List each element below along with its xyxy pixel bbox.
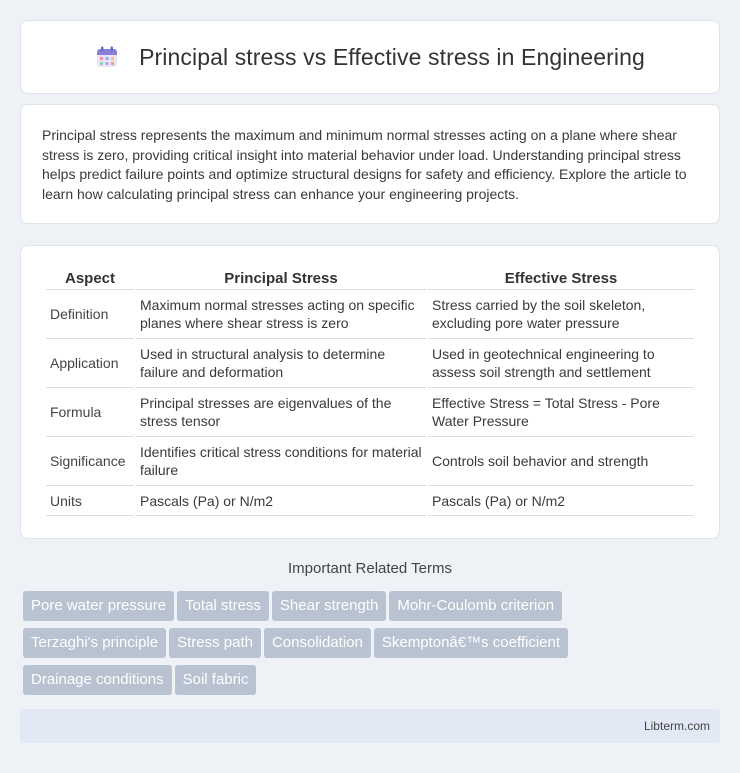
cell-effective: Effective Stress = Total Stress - Pore Water Pressure	[428, 388, 694, 437]
cell-effective: Pascals (Pa) or N/m2	[428, 486, 694, 516]
tag-skemptons-coefficient[interactable]: Skemptonâ€™s coefficient	[374, 628, 568, 658]
tag-mohr-coulomb-criterion[interactable]: Mohr-Coulomb criterion	[389, 591, 562, 621]
cell-principal: Pascals (Pa) or N/m2	[136, 486, 426, 516]
cell-aspect: Significance	[46, 437, 134, 486]
table-row	[46, 388, 694, 437]
cell-principal: Maximum normal stresses acting on specific planes where shear stress is zero	[136, 290, 426, 339]
related-terms-tags	[23, 591, 623, 702]
intro-text: Principal stress represents the maximum and minimum normal stresses acting on a plane where shear stress is zero, providing critical insight into material behavior under load. Understanding principal stress helps predict failure points and optimize structural designs for safety and efficiency. Explore the article to learn how calculating principal stress can enhance your engineering projects.	[42, 127, 687, 202]
cell-principal: Identifies critical stress conditions for material failure	[136, 437, 426, 486]
cell-effective: Stress carried by the soil skeleton, excluding pore water pressure	[428, 290, 694, 339]
cell-principal: Principal stresses are eigenvalues of the stress tensor	[136, 388, 426, 437]
header-effective-stress: Effective Stress	[428, 268, 694, 290]
page-title: Principal stress vs Effective stress in Engineering	[139, 43, 645, 70]
footer-brand[interactable]: Libterm.com	[643, 719, 710, 733]
cell-aspect: Definition	[46, 290, 134, 339]
header-principal-stress: Principal Stress	[136, 268, 426, 290]
cell-aspect: Application	[46, 339, 134, 388]
table-row	[46, 339, 694, 388]
tag-pore-water-pressure[interactable]: Pore water pressure	[23, 591, 174, 621]
tag-consolidation[interactable]: Consolidation	[264, 628, 371, 658]
calendar-icon	[95, 45, 119, 69]
header-aspect: Aspect	[46, 268, 134, 290]
header-card	[20, 20, 720, 94]
tag-total-stress[interactable]: Total stress	[177, 591, 269, 621]
related-terms-title: Important Related Terms	[288, 560, 452, 577]
table-row	[46, 486, 694, 516]
table-row	[46, 437, 694, 486]
cell-effective: Used in geotechnical engineering to assess soil strength and settlement	[428, 339, 694, 388]
footer	[20, 709, 720, 743]
cell-aspect: Formula	[46, 388, 134, 437]
cell-effective: Controls soil behavior and strength	[428, 437, 694, 486]
tag-shear-strength[interactable]: Shear strength	[272, 591, 386, 621]
comparison-table-card	[20, 245, 720, 539]
tag-soil-fabric[interactable]: Soil fabric	[175, 665, 257, 695]
tag-terzaghis-principle[interactable]: Terzaghi's principle	[23, 628, 166, 658]
table-row	[46, 290, 694, 339]
intro-card	[20, 104, 720, 224]
cell-principal: Used in structural analysis to determine failure and deformation	[136, 339, 426, 388]
tag-stress-path[interactable]: Stress path	[169, 628, 261, 658]
cell-aspect: Units	[46, 486, 134, 516]
comparison-table	[44, 268, 696, 516]
tag-drainage-conditions[interactable]: Drainage conditions	[23, 665, 172, 695]
table-header-row	[46, 268, 694, 290]
